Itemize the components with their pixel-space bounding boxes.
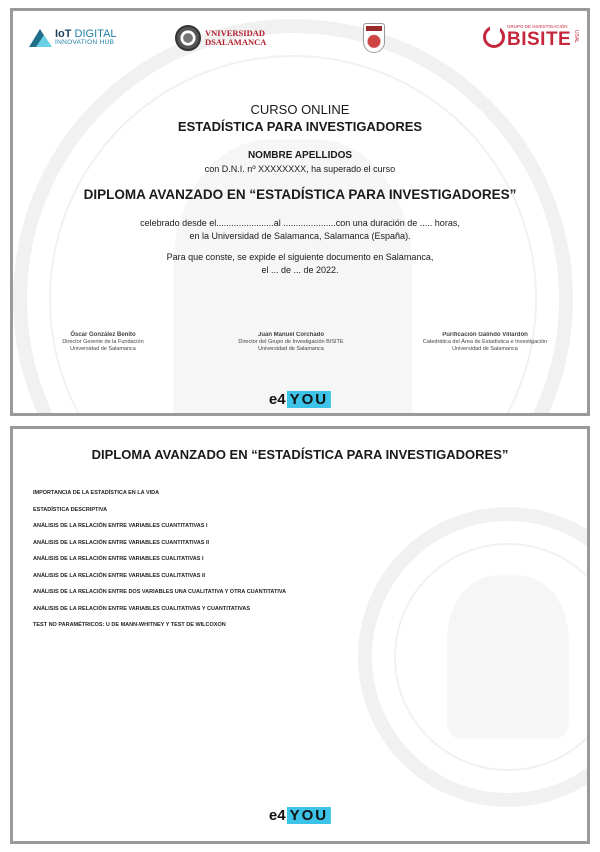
- bisite-ring-icon: [483, 26, 505, 48]
- logo-bar: [13, 23, 587, 63]
- module-item: ANÁLISIS DE LA RELACIÓN ENTRE VARIABLES CUALITATIVAS I: [33, 556, 204, 562]
- signatory-org: Universidad de Salamanca: [70, 346, 136, 352]
- certificate-front-page: [10, 8, 590, 416]
- module-item: IMPORTANCIA DE LA ESTADÍSTICA EN LA VIDA: [33, 490, 160, 496]
- certificate-body-issue: [13, 251, 587, 277]
- module-item: TEST NO PARAMÉTRICOS: U DE MANN-WHITNEY Y TEST DE WILCOXON: [33, 622, 226, 628]
- e4you-logo: [269, 807, 331, 824]
- module-item: ANÁLISIS DE LA RELACIÓN ENTRE VARIABLES CUALITATIVAS Y CUANTITATIVAS: [33, 605, 251, 612]
- certificate-body-dates: [13, 217, 587, 243]
- university-seal-watermark: [358, 507, 590, 807]
- rectorado-crest-logo: [363, 23, 385, 53]
- module-item: ANÁLISIS DE LA RELACIÓN ENTRE DOS VARIABLES UNA CUALITATIVA Y OTRA CUANTITATIVA: [33, 589, 287, 595]
- signatory-role: Director del Grupo de Investigación BISITE: [238, 339, 344, 345]
- iot-logo-subtext: INNOVATION HUB: [55, 39, 115, 47]
- diploma-title: DIPLOMA AVANZADO EN “ESTADÍSTICA PARA INVESTIGADORES”: [83, 187, 517, 202]
- bisite-logo-side-text: USAL: [573, 30, 580, 44]
- iot-digital-innovation-hub-logo: [29, 29, 117, 47]
- course-name: ESTADÍSTICA PARA INVESTIGADORES: [177, 119, 423, 134]
- bisite-logo-text: BISITE: [507, 28, 572, 50]
- e4you-logo-e4: e4: [268, 807, 286, 824]
- contents-title: DIPLOMA AVANZADO EN “ESTADÍSTICA PARA INVESTIGADORES”: [91, 447, 509, 462]
- module-item: ANÁLISIS DE LA RELACIÓN ENTRE VARIABLES CUANTITATIVAS I: [33, 523, 208, 529]
- signatory-1: [13, 332, 193, 353]
- module-item: ESTADÍSTICA DESCRIPTIVA: [33, 506, 108, 513]
- usal-logo-line1: VNIVERSIDAD: [205, 28, 265, 39]
- e4you-logo: [269, 391, 331, 408]
- iot-logo-text-rest: DIGITAL: [71, 28, 117, 41]
- usal-logo-line2: DSALAMANCA: [205, 37, 267, 47]
- e4you-logo-e4: e4: [268, 391, 286, 408]
- signatory-2: [201, 332, 381, 353]
- signatory-3: [395, 332, 575, 353]
- signatory-org: Universidad de Salamanca: [452, 346, 518, 352]
- student-name: NOMBRE APELLIDOS: [247, 150, 353, 161]
- body-line-2: en la Universidad de Salamanca, Salamanca (España).: [189, 231, 411, 241]
- bisite-logo-subtext: GRUPO DE INVESTIGACIÓN: [507, 24, 568, 29]
- module-list: [33, 490, 286, 639]
- body-line-1: celebrado desde el.......................al .....................con una duración de ..... horas,: [140, 218, 460, 228]
- body-line-3: Para que conste, se expide el siguiente documento en Salamanca,: [166, 252, 434, 262]
- iot-mountain-icon: [29, 29, 51, 47]
- module-item: ANÁLISIS DE LA RELACIÓN ENTRE VARIABLES CUANTITATIVAS II: [33, 539, 210, 546]
- signatory-name: Juan Manuel Corchado: [257, 332, 324, 338]
- rectorado-crest-icon: [363, 23, 385, 53]
- usal-crest-icon: [175, 25, 201, 51]
- signatory-role: Catedrática del Área de Estadística e Investigación: [422, 339, 548, 345]
- universidad-salamanca-logo: [175, 25, 266, 51]
- certificate-back-page: [10, 426, 590, 844]
- bisite-logo: [483, 25, 579, 49]
- signatory-org: Universidad de Salamanca: [258, 346, 324, 352]
- e4you-logo-you: YOU: [287, 391, 332, 408]
- body-line-4: el ... de ... de 2022.: [261, 265, 339, 275]
- signatory-name: Purificación Galindo Villardón: [442, 332, 528, 338]
- module-item: ANÁLISIS DE LA RELACIÓN ENTRE VARIABLES CUALITATIVAS II: [33, 572, 206, 579]
- iot-logo-text: IoT: [55, 28, 72, 41]
- e4you-logo-you: YOU: [287, 807, 332, 824]
- course-type: CURSO ONLINE: [250, 102, 350, 117]
- signatory-role: Director Gerente de la Fundación: [62, 339, 144, 345]
- signatory-name: Óscar González Benito: [70, 332, 136, 338]
- dni-line: con D.N.I. nº XXXXXXXX, ha superado el curso: [204, 164, 396, 174]
